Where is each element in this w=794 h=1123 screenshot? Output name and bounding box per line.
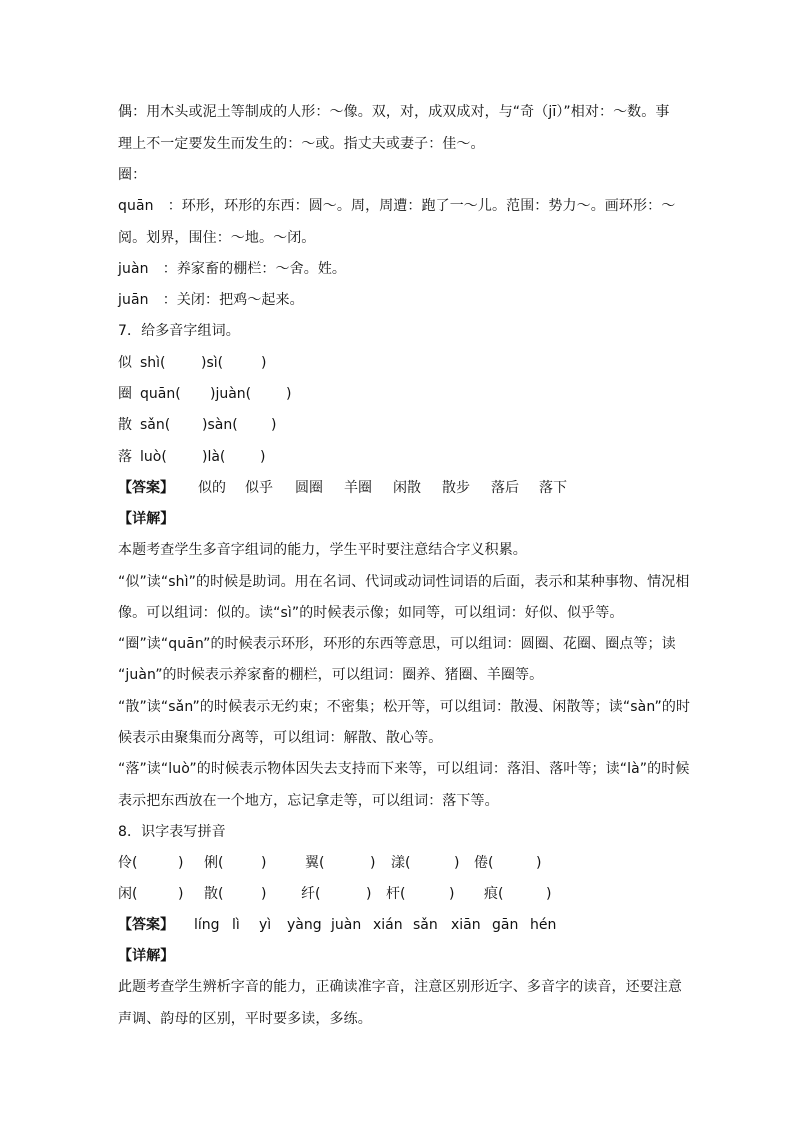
- q7-row-pinyin-2: )sàn(: [202, 417, 238, 433]
- definition-juan4-line: juàn ：养家畜的棚栏：～舍。姓。: [118, 261, 347, 277]
- answer-word: 落下: [539, 480, 567, 496]
- answer-word: 闲散: [393, 480, 421, 496]
- q7-row-end: ): [286, 386, 292, 402]
- answer-pinyin: xiān: [451, 917, 481, 933]
- q7-row-pinyin-1: shì(: [140, 355, 166, 371]
- definition-quan-line-1: quān ：环形，环形的东西：圆～。周，周遭：跑了一～儿。范围：势力～。画环形：～: [118, 198, 676, 214]
- answer-pinyin: xián: [373, 917, 403, 933]
- q8-char: 杆(: [386, 886, 406, 902]
- detail-line: “散”读“sǎn”的时候表示无约束；不密集；松开等，可以组词：散漫、闲散等；读“sàn”的时: [118, 699, 691, 715]
- detail-line: 像。可以组词：似的。读“sì”的时候表示像；如同等，可以组词：好似、似乎等。: [118, 605, 624, 621]
- q7-row-char: 圈: [118, 386, 132, 402]
- answer-pinyin: sǎn: [413, 917, 438, 933]
- q8-close: ): [261, 886, 267, 902]
- q8-close: ): [178, 855, 184, 871]
- q8-char: 翼(: [305, 855, 325, 871]
- definition-juan1-line: juān ：关闭：把鸡～起来。: [118, 292, 304, 308]
- answer-word: 落后: [491, 480, 519, 496]
- q7-row-pinyin-1: quān(: [140, 386, 181, 402]
- q8-char: 闲(: [118, 886, 138, 902]
- detail-line: 表示把东西放在一个地方，忘记拿走等，可以组词：落下等。: [118, 793, 499, 809]
- detail-line: 本题考查学生多音字组词的能力，学生平时要注意结合字义积累。: [118, 542, 527, 558]
- answer-pinyin: líng: [194, 917, 220, 933]
- detail-line: 声调、韵母的区别，平时要多读，多练。: [118, 1011, 372, 1027]
- q7-row-char: 散: [118, 417, 132, 433]
- detail-label: 【详解】: [118, 511, 175, 527]
- detail-line: “似”读“shì”的时候是助词。用在名词、代词或动词性词语的后面，表示和某种事物、情况相: [118, 574, 690, 590]
- q7-row-pinyin-2: )juàn(: [210, 386, 252, 402]
- q8-close: ): [536, 855, 542, 871]
- detail-line: “落”读“luò”的时候表示物体因失去支持而下来等，可以组词：落泪、落叶等；读“là”的时候: [118, 761, 690, 777]
- answer-pinyin: lì: [232, 917, 240, 933]
- detail-line: 候表示由聚集而分离等，可以组词：解散、散心等。: [118, 730, 443, 746]
- q7-row-pinyin-1: luò(: [140, 449, 167, 465]
- q7-row-pinyin-2: )sì(: [201, 355, 224, 371]
- answer-word: 散步: [442, 480, 470, 496]
- answer-pinyin: hén: [530, 917, 557, 933]
- detail-line: “juàn”的时候表示养家畜的棚栏，可以组词：圈养、猪圈、羊圈等。: [118, 667, 544, 683]
- q8-close: ): [178, 886, 184, 902]
- detail-label: 【详解】: [118, 948, 175, 964]
- q8-char: 痕(: [484, 886, 504, 902]
- answer-pinyin: juàn: [331, 917, 362, 933]
- answer-word: 似乎: [245, 480, 273, 496]
- q8-char: 散(: [204, 886, 224, 902]
- definition-ou-line-1: 偶：用木头或泥土等制成的人形：～像。双，对，成双成对，与“奇（jī）”相对：～数。事: [118, 104, 670, 120]
- q8-close: ): [261, 855, 267, 871]
- q7-row-end: ): [260, 449, 266, 465]
- q8-close: ): [366, 886, 372, 902]
- q8-char: 伶(: [118, 855, 138, 871]
- answer-label: 【答案】: [118, 917, 174, 933]
- definition-quan-heading: 圈：: [118, 167, 147, 183]
- q8-char: 倦(: [474, 855, 494, 871]
- question-8-title: 8．识字表写拼音: [118, 824, 226, 840]
- answer-word: 似的: [198, 480, 226, 496]
- question-7-title: 7．给多音字组词。: [118, 323, 240, 339]
- q8-char: 俐(: [204, 855, 224, 871]
- q8-char: 漾(: [391, 855, 411, 871]
- q7-row-pinyin-1: sǎn(: [140, 417, 171, 433]
- q7-row-char: 落: [118, 449, 132, 465]
- definition-quan-line-2: 阅。划界，围住：～地。～闭。: [118, 230, 316, 246]
- answer-label: 【答案】: [118, 480, 174, 496]
- answer-pinyin: gān: [492, 917, 519, 933]
- q7-row-end: ): [271, 417, 277, 433]
- answer-word: 圆圈: [295, 480, 323, 496]
- q7-row-pinyin-2: )là(: [202, 449, 226, 465]
- q7-row-end: ): [261, 355, 267, 371]
- answer-pinyin: yì: [259, 917, 272, 933]
- q7-row-char: 似: [118, 355, 132, 371]
- q8-close: ): [449, 886, 455, 902]
- detail-line: 此题考查学生辨析字音的能力，正确读准字音，注意区别形近字、多音字的读音，还要注意: [118, 979, 682, 995]
- detail-line: “圈”读“quān”的时候表示环形，环形的东西等意思，可以组词：圆圈、花圈、圈点等；读: [118, 636, 676, 652]
- answer-word: 羊圈: [344, 480, 372, 496]
- q8-close: ): [370, 855, 376, 871]
- answer-pinyin: yàng: [287, 917, 322, 933]
- q8-close: ): [546, 886, 552, 902]
- q8-close: ): [454, 855, 460, 871]
- definition-ou-line-2: 理上不一定要发生而发生的：～或。指丈夫或妻子：佳～。: [118, 136, 485, 152]
- q8-char: 纤(: [301, 886, 321, 902]
